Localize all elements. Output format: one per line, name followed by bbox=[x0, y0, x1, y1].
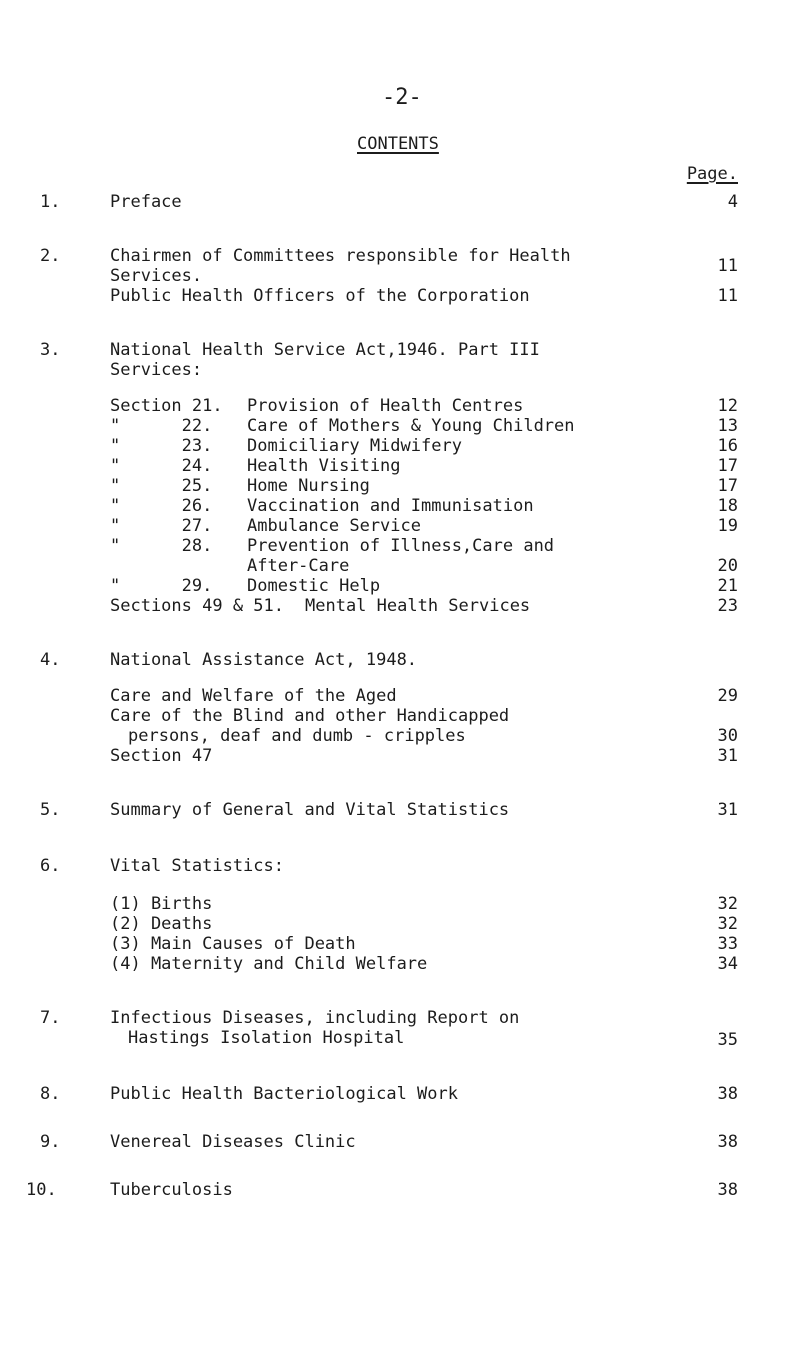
entry-title: Chairmen of Committees responsible for Health bbox=[110, 246, 571, 266]
item-page: 30 bbox=[717, 726, 738, 746]
item-title: (2) Deaths bbox=[110, 914, 213, 934]
entry-title: Preface bbox=[110, 192, 182, 212]
entry-page: 11 bbox=[717, 256, 738, 276]
item-page: 33 bbox=[717, 934, 738, 954]
entry-number: 4. bbox=[40, 650, 61, 670]
entry-title: National Assistance Act, 1948. bbox=[110, 650, 418, 670]
item-title: (1) Births bbox=[110, 894, 213, 914]
item-title: (4) Maternity and Child Welfare bbox=[110, 954, 428, 974]
item-title-cont: persons, deaf and dumb - cripples bbox=[128, 726, 466, 746]
section-page: 13 bbox=[717, 416, 738, 436]
entry-title: Infectious Diseases, including Report on bbox=[110, 1008, 520, 1028]
section-label: " 28. bbox=[110, 536, 213, 556]
entry-page: 38 bbox=[717, 1084, 738, 1104]
entry-title-cont: Services. bbox=[110, 266, 203, 286]
section-title: Mental Health Services bbox=[305, 596, 531, 616]
section-label: Section 21. bbox=[110, 396, 223, 416]
entry-number: 9. bbox=[40, 1132, 61, 1152]
item-title: Care and Welfare of the Aged bbox=[110, 686, 397, 706]
contents-title: CONTENTS bbox=[357, 134, 439, 154]
section-title: Domiciliary Midwifery bbox=[247, 436, 462, 456]
section-label: " 22. bbox=[110, 416, 213, 436]
entry-number: 3. bbox=[40, 340, 61, 360]
item-title: (3) Main Causes of Death bbox=[110, 934, 356, 954]
entry-title: National Health Service Act,1946. Part III bbox=[110, 340, 540, 360]
entry-title: Tuberculosis bbox=[110, 1180, 233, 1200]
section-page: 17 bbox=[717, 476, 738, 496]
entry-number: 1. bbox=[40, 192, 61, 212]
item-page: 32 bbox=[717, 894, 738, 914]
section-page: 12 bbox=[717, 396, 738, 416]
entry-number: 6. bbox=[40, 856, 61, 876]
item-page: 31 bbox=[717, 746, 738, 766]
section-page: 20 bbox=[717, 556, 738, 576]
section-page: 23 bbox=[717, 596, 738, 616]
entry-subtitle: Public Health Officers of the Corporation bbox=[110, 286, 530, 306]
item-page: 34 bbox=[717, 954, 738, 974]
entry-number: 5. bbox=[40, 800, 61, 820]
entry-number: 2. bbox=[40, 246, 61, 266]
section-title: Prevention of Illness,Care and bbox=[247, 536, 555, 556]
page-number: -2- bbox=[382, 85, 422, 110]
section-label: " 25. bbox=[110, 476, 213, 496]
item-title: Section 47 bbox=[110, 746, 213, 766]
entry-title: Summary of General and Vital Statistics bbox=[110, 800, 510, 820]
section-title: Care of Mothers & Young Children bbox=[247, 416, 575, 436]
page-column-header: Page. bbox=[686, 164, 738, 184]
section-label: Sections 49 & 51. bbox=[110, 596, 284, 616]
section-title: Health Visiting bbox=[247, 456, 401, 476]
section-page: 17 bbox=[717, 456, 738, 476]
entry-title-cont: Hastings Isolation Hospital bbox=[128, 1028, 405, 1048]
section-label: " 26. bbox=[110, 496, 213, 516]
section-title: Ambulance Service bbox=[247, 516, 421, 536]
item-page: 32 bbox=[717, 914, 738, 934]
entry-title: Venereal Diseases Clinic bbox=[110, 1132, 356, 1152]
item-title: Care of the Blind and other Handicapped bbox=[110, 706, 510, 726]
entry-number: 10. bbox=[26, 1180, 57, 1200]
entry-page: 38 bbox=[717, 1132, 738, 1152]
entry-number: 8. bbox=[40, 1084, 61, 1104]
section-label: " 29. bbox=[110, 576, 213, 596]
entry-title: Public Health Bacteriological Work bbox=[110, 1084, 458, 1104]
section-page: 21 bbox=[717, 576, 738, 596]
section-title: Home Nursing bbox=[247, 476, 370, 496]
section-title: Vaccination and Immunisation bbox=[247, 496, 534, 516]
entry-page: 35 bbox=[717, 1030, 738, 1050]
section-page: 19 bbox=[717, 516, 738, 536]
entry-page: 4 bbox=[727, 192, 738, 212]
section-page: 18 bbox=[717, 496, 738, 516]
section-label: " 23. bbox=[110, 436, 213, 456]
entry-page: 38 bbox=[717, 1180, 738, 1200]
entry-page: 31 bbox=[717, 800, 738, 820]
section-title-cont: After-Care bbox=[247, 556, 350, 576]
item-page: 29 bbox=[717, 686, 738, 706]
entry-title-cont: Services: bbox=[110, 360, 203, 380]
section-title: Domestic Help bbox=[247, 576, 381, 596]
section-label: " 27. bbox=[110, 516, 213, 536]
entry-title: Vital Statistics: bbox=[110, 856, 284, 876]
section-page: 16 bbox=[717, 436, 738, 456]
entry-page: 11 bbox=[717, 286, 738, 306]
section-title: Provision of Health Centres bbox=[247, 396, 524, 416]
entry-number: 7. bbox=[40, 1008, 61, 1028]
section-label: " 24. bbox=[110, 456, 213, 476]
